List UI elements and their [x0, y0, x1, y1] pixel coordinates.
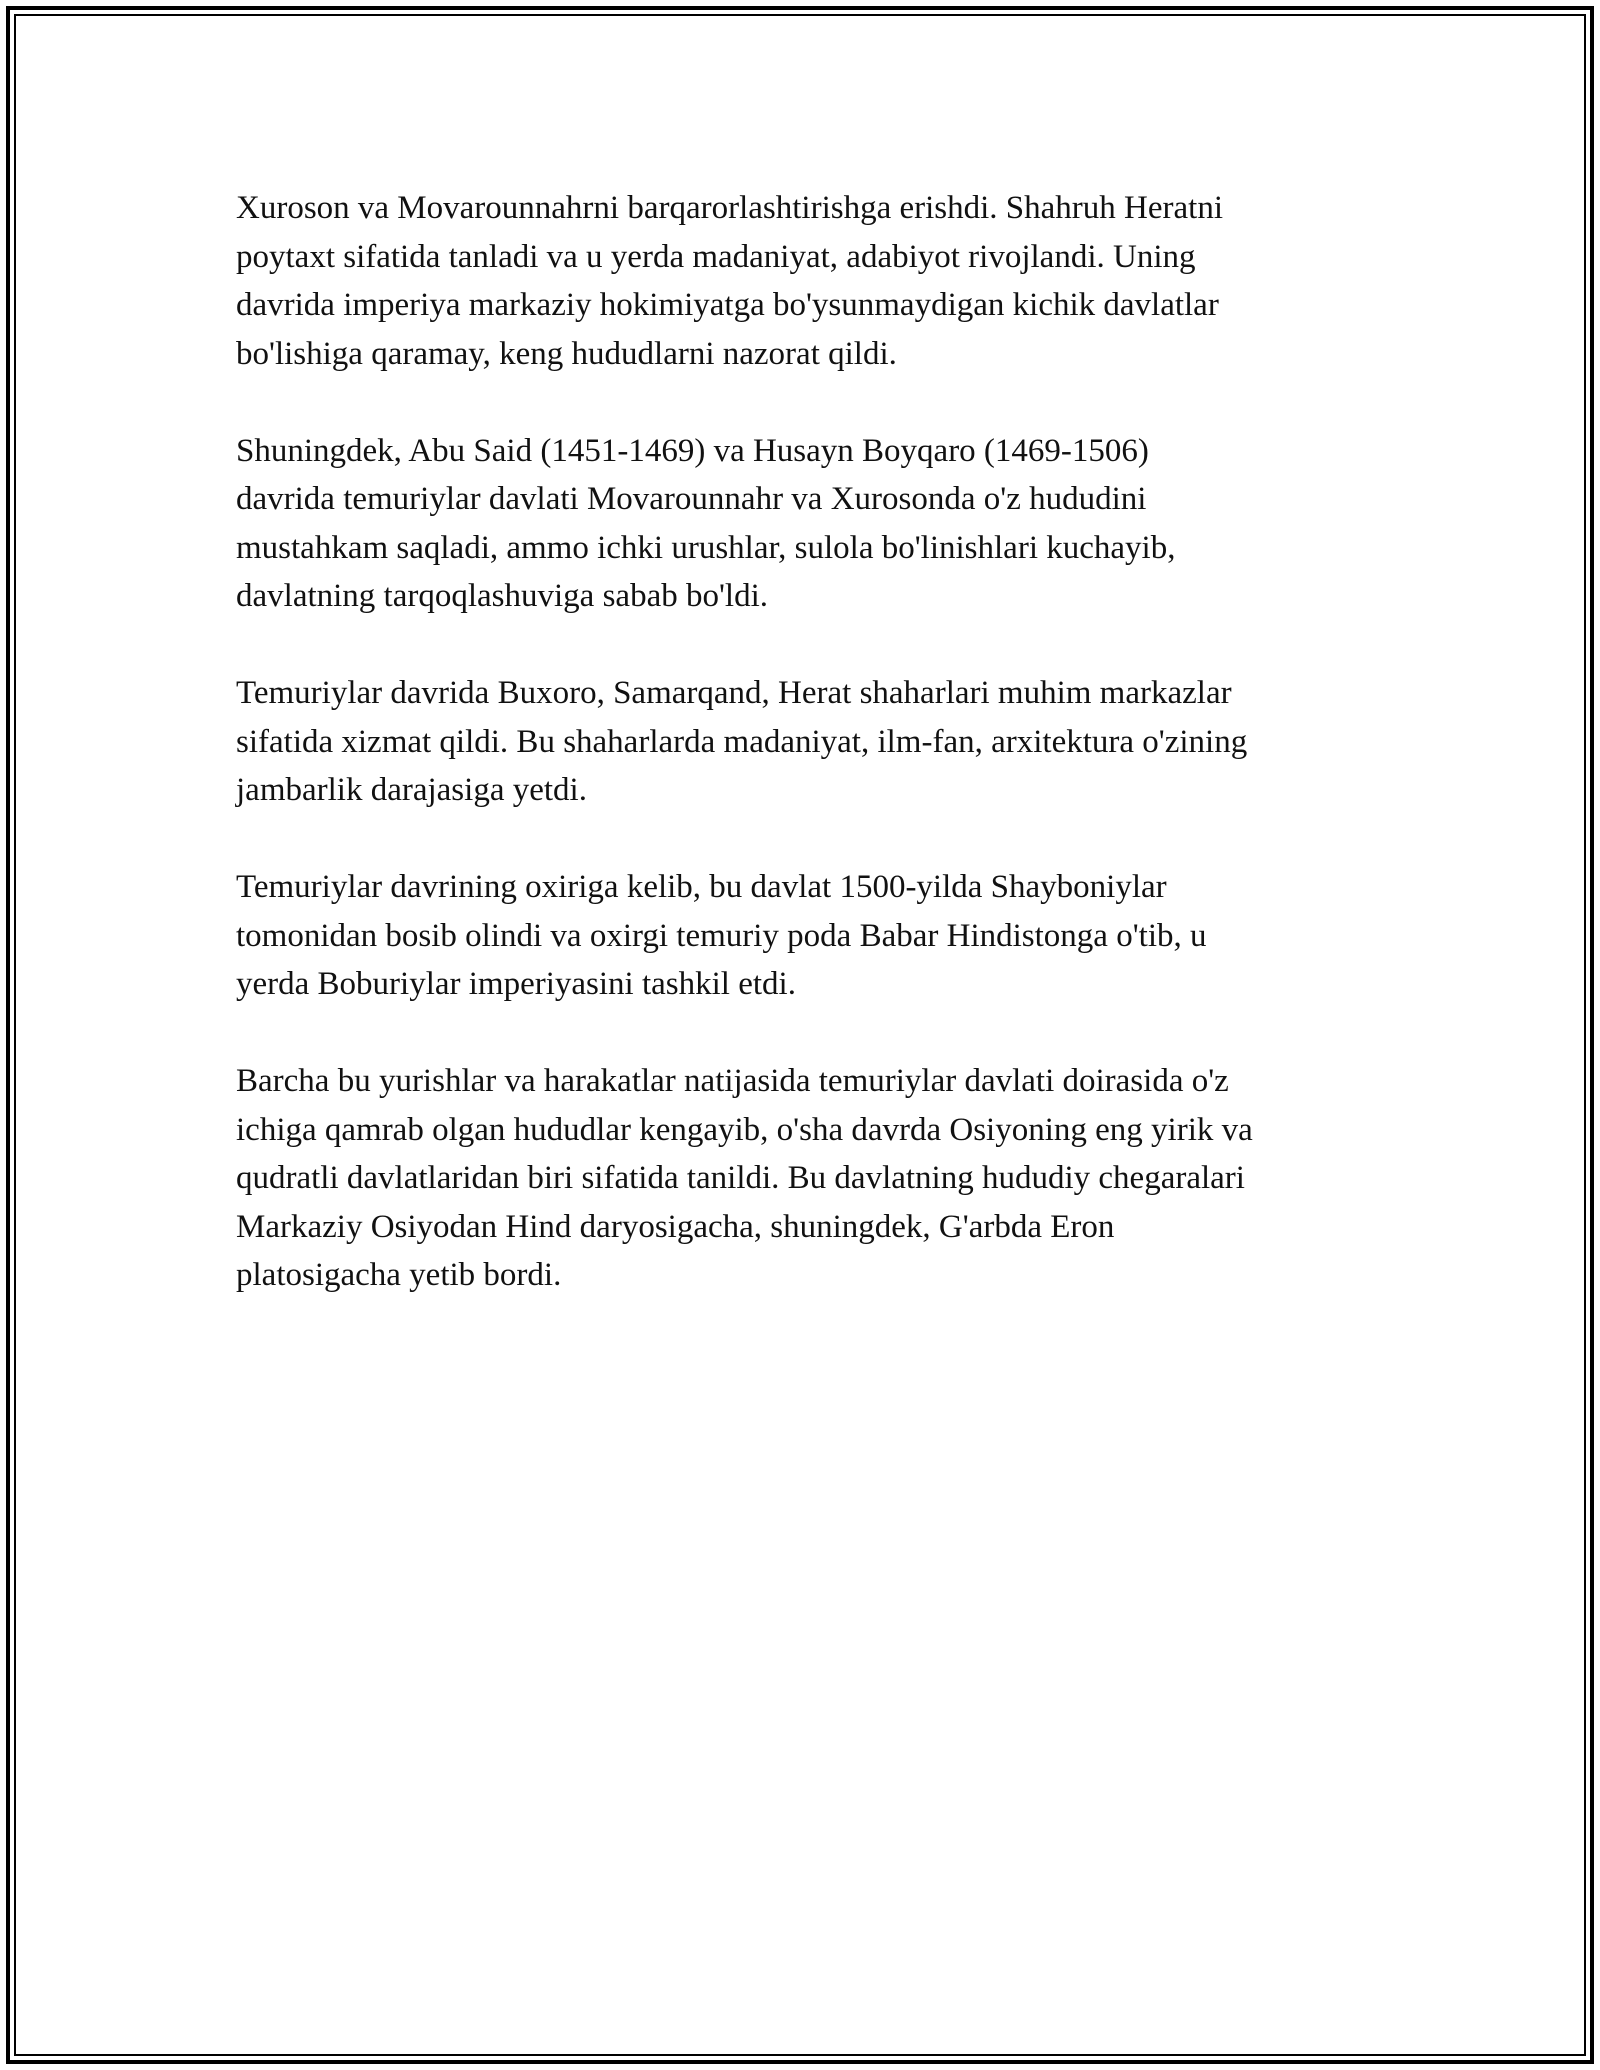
- paragraph-1: Xuroson va Movarounnahrni barqarorlashtirishga erishdi. Shahruh Heratni poytaxt sifatida tanladi va u yerda madaniyat, adabiyot rivojlandi. Uning davrida imperiya markaziy hokimiyatga bo'ysunmaydigan kichik davlatlar bo'lishiga qaramay, keng hududlarni nazorat qildi.: [236, 190, 1224, 372]
- paragraph-3: Temuriylar davrida Buxoro, Samarqand, Herat shaharlari muhim markazlar sifatida xizmat qildi. Bu shaharlarda madaniyat, ilm-fan, arxitektura o'zining jambarlik darajasiga yetdi.: [236, 675, 1248, 808]
- paragraph-2: Shuningdek, Abu Said (1451-1469) va Husayn Boyqaro (1469-1506) davrida temuriylar davlati Movarounnahr va Xurosonda o'z hududini mustahkam saqladi, ammo ichki urushlar, sulola bo'linishlari kuchayib, davlatning tarqoqlashuviga sabab bo'ldi.: [236, 432, 1176, 614]
- document-body: [236, 184, 1386, 1348]
- paragraph-5: Barcha bu yurishlar va harakatlar natijasida temuriylar davlati doirasida o'z ichiga qamrab olgan hududlar kengayib, o'sha davrda Osiyoning eng yirik va qudratli davlatlaridan biri sifatida tanildi. Bu davlatning hududiy chegaralari Markaziy Osiyodan Hind daryosigacha, shuningdek, G'arbda Eron platosigacha yetib bordi.: [236, 1063, 1253, 1293]
- paragraph-4: Temuriylar davrining oxiriga kelib, bu davlat 1500-yilda Shayboniylar tomonidan bosib olindi va oxirgi temuriy poda Babar Hindistonga o'tib, u yerda Boburiylar imperiyasini tashkil etdi.: [236, 869, 1207, 1002]
